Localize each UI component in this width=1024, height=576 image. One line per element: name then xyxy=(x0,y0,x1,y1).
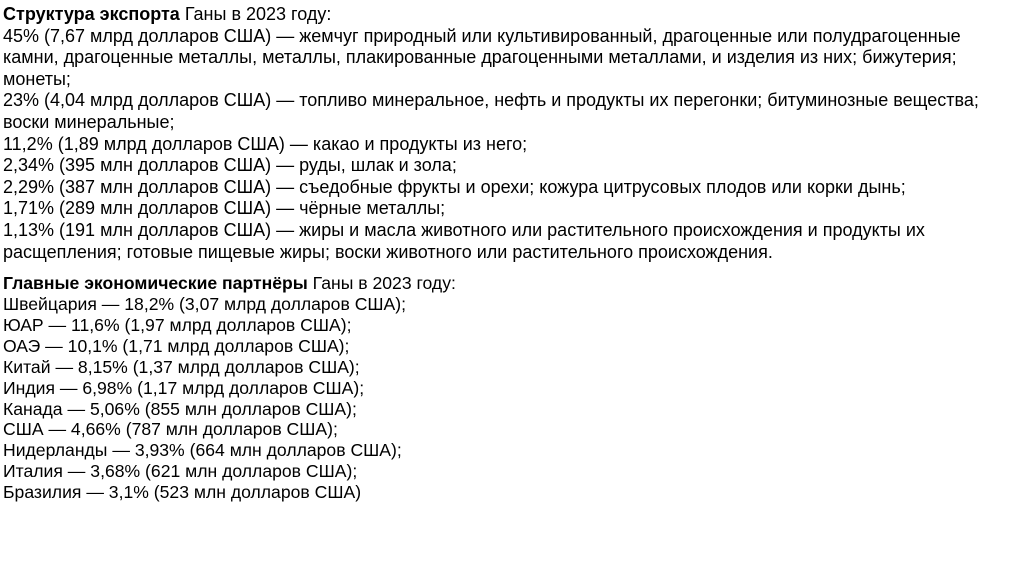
export-item: 11,2% (1,89 млрд долларов США) — какао и продукты из него; xyxy=(3,133,528,154)
partner-item: Индия — 6,98% (1,17 млрд долларов США); xyxy=(3,377,365,398)
export-structure-heading-rest: Ганы в 2023 году: xyxy=(179,4,332,24)
partner-item: Бразилия — 3,1% (523 млн долларов США) xyxy=(3,482,362,503)
economic-partners-section xyxy=(3,273,1019,503)
partner-item: ЮАР — 11,6% (1,97 млрд долларов США); xyxy=(3,314,352,335)
export-item: 2,34% (395 млн долларов США) — руды, шлак и зола; xyxy=(3,155,457,176)
export-item: 1,71% (289 млн долларов США) — чёрные металлы; xyxy=(3,198,446,219)
export-item: 2,29% (387 млн долларов США) — съедобные фрукты и орехи; кожура цитрусовых плодов или корки дынь; xyxy=(3,176,906,197)
partner-item: Италия — 3,68% (621 млн долларов США); xyxy=(3,461,358,482)
partner-item: ОАЭ — 10,1% (1,71 млрд долларов США); xyxy=(3,335,350,356)
partner-item: Швейцария — 18,2% (3,07 млрд долларов США); xyxy=(3,294,407,315)
export-structure-heading-bold: Структура экспорта xyxy=(3,4,180,24)
export-item: 45% (7,67 млрд долларов США) — жемчуг природный или культивированный, драгоценные или полудрагоценные камни, драгоценные металлы, металлы, плакированные драгоценными металлами, и изделия из них; бижутерия; монеты; xyxy=(3,25,961,89)
export-item: 1,13% (191 млн долларов США) — жиры и масла животного или растительного происхождения и продукты их расщепления; готовые пищевые жиры; воски животного или растительного происхождения. xyxy=(3,219,925,262)
partner-item: Китай — 8,15% (1,37 млрд долларов США); xyxy=(3,356,360,377)
export-structure-heading xyxy=(3,4,1019,26)
export-structure-section xyxy=(3,4,1019,263)
partner-item: Канада — 5,06% (855 млн долларов США); xyxy=(3,398,357,419)
document-page xyxy=(3,4,1019,503)
partner-item: США — 4,66% (787 млн долларов США); xyxy=(3,419,338,440)
economic-partners-heading-bold: Главные экономические партнёры xyxy=(3,273,308,294)
export-item: 23% (4,04 млрд долларов США) — топливо минеральное, нефть и продукты их перегонки; битуминозные вещества; воски минеральные; xyxy=(3,90,979,132)
economic-partners-heading-rest: Ганы в 2023 году: xyxy=(307,273,456,294)
economic-partners-heading xyxy=(3,273,1019,294)
partner-item: Нидерланды — 3,93% (664 млн долларов США); xyxy=(3,440,402,461)
